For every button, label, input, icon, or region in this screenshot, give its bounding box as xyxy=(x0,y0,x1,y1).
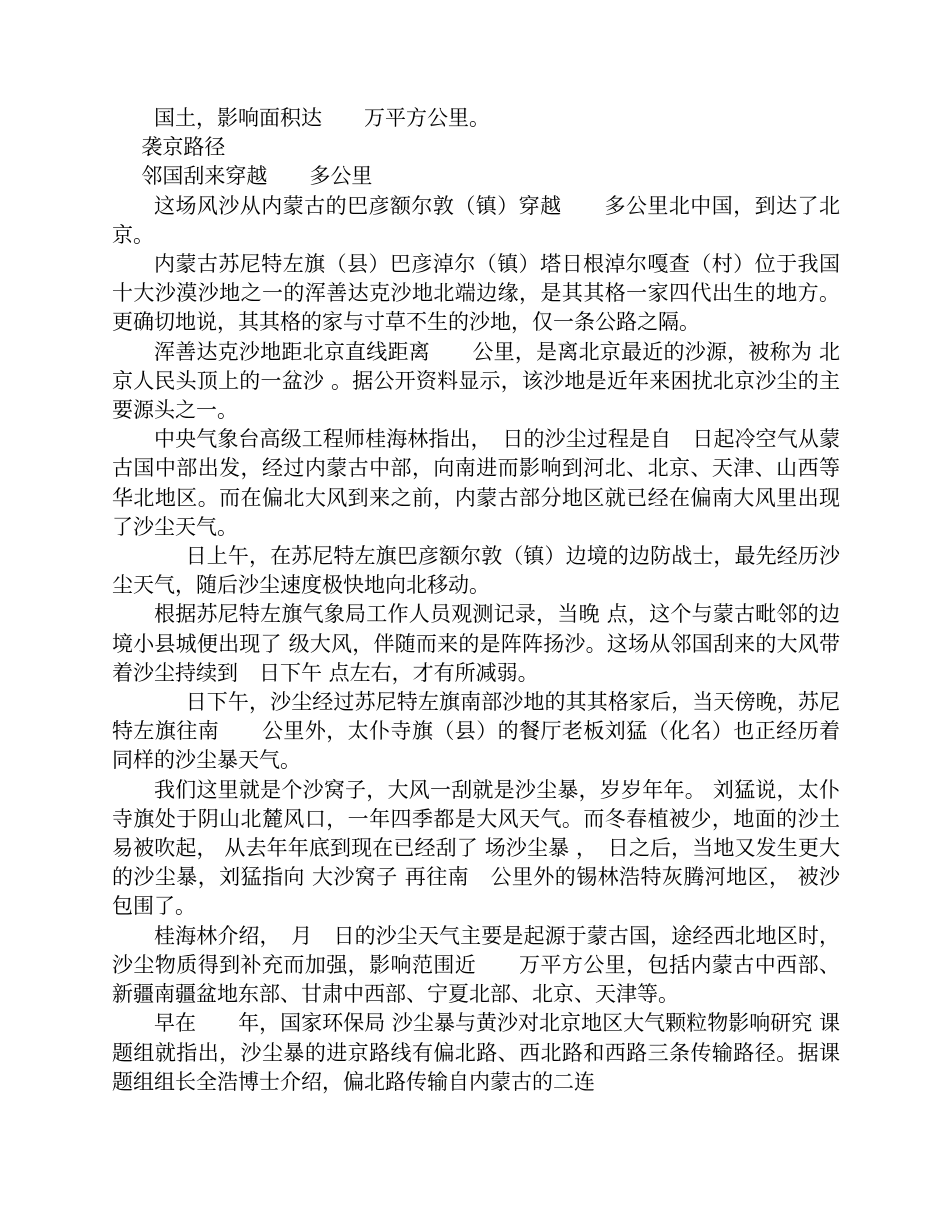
document-page xyxy=(112,104,840,1097)
paragraph: 早在 年，国家环保局 沙尘暴与黄沙对北京地区大气颗粒物影响研究 课题组就指出，沙尘暴的进京路线有偏北路、西北路和西路三条传输路径。据课题组组长全浩博士介绍，偏北路传输自内蒙古的二连 xyxy=(112,1011,840,1094)
section-subheading: 邻国刮来穿越 多公里 xyxy=(141,164,373,189)
paragraph: 我们这里就是个沙窝子，大风一刮就是沙尘暴，岁岁年年。 刘猛说，太仆寺旗处于阴山北麓风口，一年四季都是大风天气。而冬春植被少，地面的沙土易被吹起， 从去年年底到现在已经刮了 场沙尘暴 ， 日之后，当地又发生更大的沙尘暴，刘猛指向 大沙窝子 再往南 公里外的锡林浩特灰腾河地区， 被沙包围了。 xyxy=(112,777,840,919)
section-heading: 袭京路径 xyxy=(141,135,226,160)
paragraph: 浑善达克沙地距北京直线距离 公里，是离北京最近的沙源，被称为 北京人民头顶上的一盆沙 。据公开资料显示，该沙地是近年来困扰北京沙尘的主要源头之一。 xyxy=(112,339,840,423)
paragraph: 这场风沙从内蒙古的巴彦额尔敦（镇）穿越 多公里北中国，到达了北京。 xyxy=(112,193,840,247)
paragraph-area-summary: 国土，影响面积达 万平方公里。 xyxy=(154,106,490,130)
paragraph: 日上午，在苏尼特左旗巴彦额尔敦（镇）边境的边防战士，最先经历沙尘天气，随后沙尘速度极快地向北移动。 xyxy=(112,544,840,598)
paragraph: 桂海林介绍， 月 日的沙尘天气主要是起源于蒙古国，途经西北地区时，沙尘物质得到补充而加强，影响范围近 万平方公里，包括内蒙古中西部、新疆南疆盆地东部、甘肃中西部、宁夏北部、北京、天津等。 xyxy=(112,923,840,1007)
paragraph: 日下午，沙尘经过苏尼特左旗南部沙地的其其格家后，当天傍晚，苏尼特左旗往南 公里外，太仆寺旗（县）的餐厅老板刘猛（化名）也正经历着同样的沙尘暴天气。 xyxy=(112,690,840,773)
paragraph: 根据苏尼特左旗气象局工作人员观测记录，当晚 点，这个与蒙古毗邻的边境小县城便出现了 级大风，伴随而来的是阵阵扬沙。这场从邻国刮来的大风带着沙尘持续到 日下午 点左右，才有所减弱。 xyxy=(112,602,840,685)
paragraph: 内蒙古苏尼特左旗（县）巴彦淖尔（镇）塔日根淖尔嘎查（村）位于我国十大沙漠沙地之一的浑善达克沙地北端边缘，是其其格一家四代出生的地方。更确切地说，其其格的家与寸草不生的沙地，仅一条公路之隔。 xyxy=(112,252,840,335)
paragraph: 中央气象台高级工程师桂海林指出， 日的沙尘过程是自 日起冷空气从蒙古国中部出发，经过内蒙古中部，向南进而影响到河北、北京、天津、山西等华北地区。而在偏北大风到来之前，内蒙古部分地区就已经在偏南大风里出现了沙尘天气。 xyxy=(112,427,840,539)
